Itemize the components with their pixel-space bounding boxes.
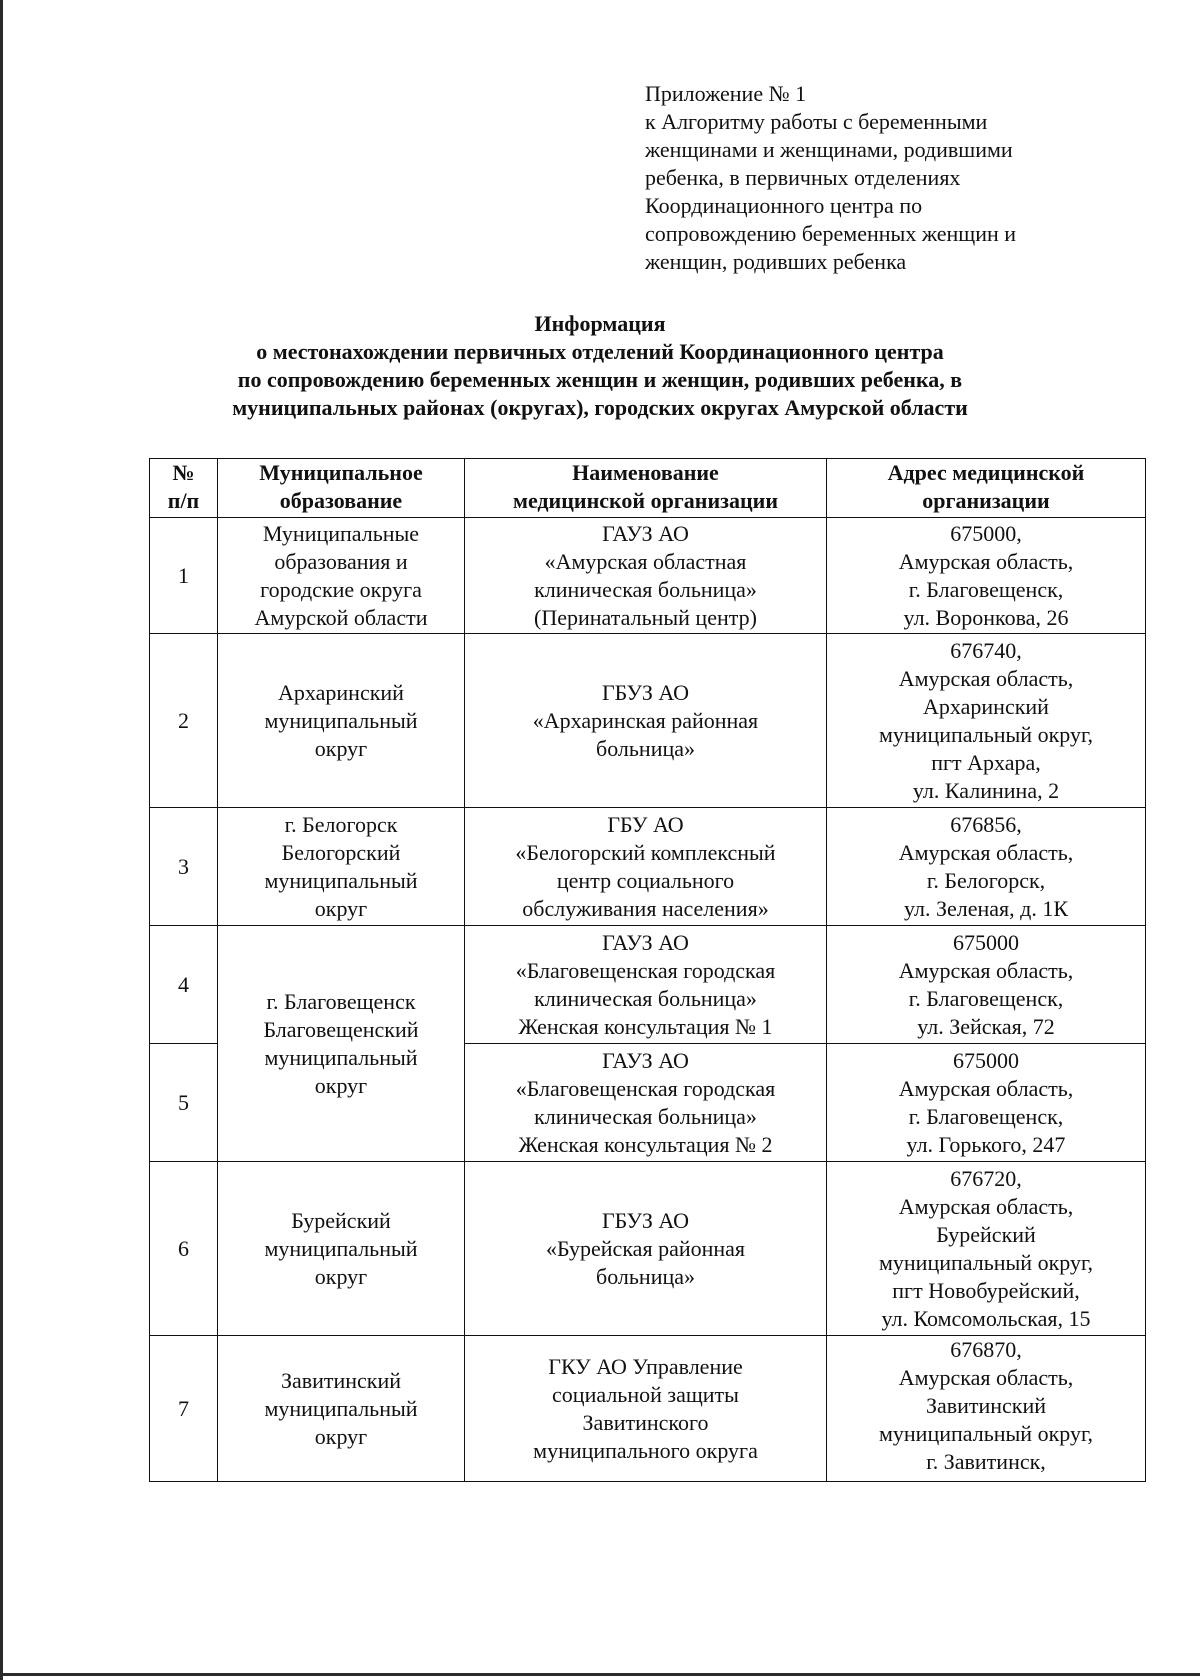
cell-address: 675000 Амурская область, г. Благовещенск, ул. Горького, 247 [827,1044,1146,1162]
header-organization: Наименование медицинской организации [465,459,827,518]
cell-organization: ГБУЗ АО «Бурейская районная больница» [465,1162,827,1336]
appendix-line: женщинами и женщинами, родившими [645,137,1013,162]
cell-municipality: г. Благовещенск Благовещенский муниципальный округ [218,926,465,1162]
document-title [120,310,1080,422]
cell-num: 2 [150,634,218,808]
cell-address: 675000, Амурская область, г. Благовещенск, ул. Воронкова, 26 [827,518,1146,634]
appendix-line: Координационного центра по [645,193,923,218]
cell-num: 5 [150,1044,218,1162]
cell-address: 676720, Амурская область, Бурейский муниципальный округ, пгт Новобурейский, ул. Комсомольская, 15 [827,1162,1146,1336]
title-line: по сопровождению беременных женщин и женщин, родивших ребенка, в [237,367,963,392]
cell-address: 675000 Амурская область, г. Благовещенск, ул. Зейская, 72 [827,926,1146,1044]
table-row [150,808,1146,926]
appendix-line: сопровождению беременных женщин и [645,221,1017,246]
header-num: № п/п [150,459,218,518]
organizations-table [149,458,1146,1482]
title-line: муниципальных районах (округах), городских округах Амурской области [232,395,968,420]
cell-organization: ГАУЗ АО «Амурская областная клиническая больница» (Перинатальный центр) [465,518,827,634]
table-row [150,1162,1146,1336]
page-left-edge [0,0,3,1680]
header-address: Адрес медицинской организации [827,459,1146,518]
page-bottom-edge [0,1673,1200,1676]
cell-organization: ГАУЗ АО «Благовещенская городская клиническая больница» Женская консультация № 1 [465,926,827,1044]
table-row [150,1336,1146,1482]
appendix-line: женщин, родивших ребенка [645,249,907,274]
cell-num: 1 [150,518,218,634]
appendix-line: к Алгоритму работы с беременными [645,109,988,134]
table-header-row [150,459,1146,518]
table-row [150,926,1146,1044]
cell-num: 4 [150,926,218,1044]
cell-num: 7 [150,1336,218,1482]
appendix-line: Приложение № 1 [645,81,807,106]
cell-address: 676870, Амурская область, Завитинский муниципальный округ, г. Завитинск, [827,1336,1146,1482]
header-municipality: Муниципальное образование [218,459,465,518]
cell-organization: ГБУЗ АО «Архаринская районная больница» [465,634,827,808]
cell-address: 676856, Амурская область, г. Белогорск, ул. Зеленая, д. 1К [827,808,1146,926]
cell-organization: ГКУ АО Управление социальной защиты Завитинского муниципального округа [465,1336,827,1482]
cell-num: 6 [150,1162,218,1336]
appendix-line: ребенка, в первичных отделениях [645,165,961,190]
cell-municipality: Бурейский муниципальный округ [218,1162,465,1336]
table-row [150,518,1146,634]
cell-address: 676740, Амурская область, Архаринский муниципальный округ, пгт Архара, ул. Калинина, 2 [827,634,1146,808]
cell-num: 3 [150,808,218,926]
title-line: о местонахождении первичных отделений Координационного центра [256,339,944,364]
cell-municipality: Муниципальные образования и городские округа Амурской области [218,518,465,634]
cell-municipality: Завитинский муниципальный округ [218,1336,465,1482]
cell-organization: ГАУЗ АО «Благовещенская городская клиническая больница» Женская консультация № 2 [465,1044,827,1162]
cell-organization: ГБУ АО «Белогорский комплексный центр социального обслуживания населения» [465,808,827,926]
cell-municipality: Архаринский муниципальный округ [218,634,465,808]
title-line: Информация [534,311,666,336]
appendix-note [645,80,1185,276]
table-row [150,634,1146,808]
cell-municipality: г. Белогорск Белогорский муниципальный округ [218,808,465,926]
